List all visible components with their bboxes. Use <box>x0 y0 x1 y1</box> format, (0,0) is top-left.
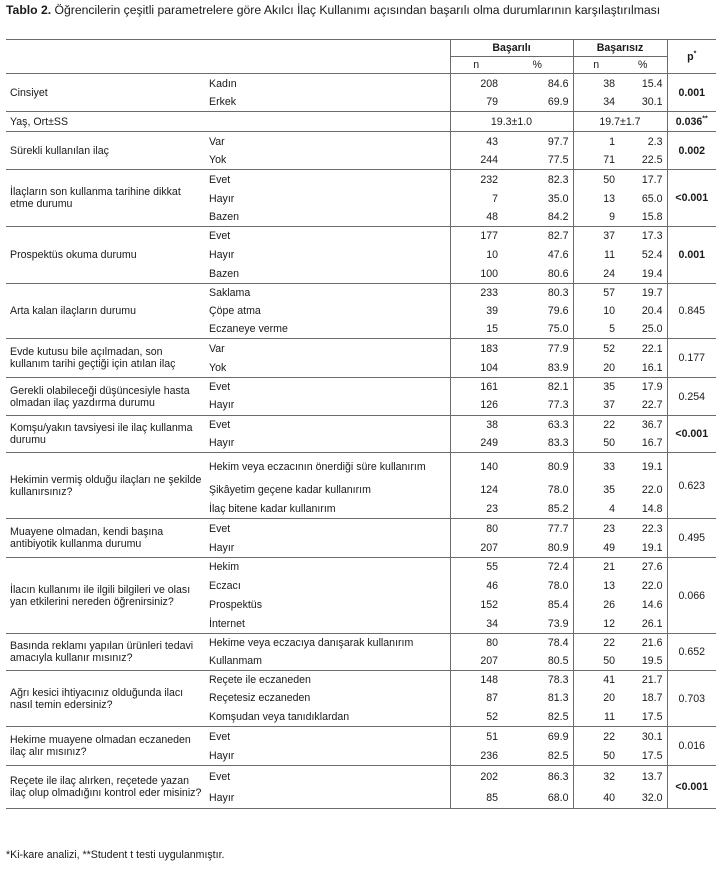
p-value: <0.001 <box>667 766 716 809</box>
header-pct-failure: % <box>638 59 648 71</box>
success-n: 80 <box>450 519 502 539</box>
success-n: 161 <box>450 378 502 396</box>
failure-pct: 30.1 <box>619 727 667 747</box>
success-n: 104 <box>450 359 502 378</box>
failure-pct: 13.7 <box>619 766 667 788</box>
failure-n: 22 <box>573 634 619 652</box>
success-pct: 79.6 <box>547 304 569 317</box>
success-n: 126 <box>450 396 502 416</box>
failure-n: 20 <box>573 689 619 708</box>
option-label: Eczacı <box>209 580 241 592</box>
failure-n: 13 <box>573 190 619 208</box>
group-label: Komşu/yakın tavsiyesi ile ilaç kullanma durumu <box>6 416 205 453</box>
success-n: 15 <box>450 320 502 339</box>
option-label: Reçetesiz eczaneden <box>209 692 311 704</box>
success-pct: 82.7 <box>502 227 573 246</box>
p-value: 0.703 <box>667 671 716 727</box>
header-failure: Başarısız <box>573 40 667 57</box>
option-label: Var <box>205 132 450 152</box>
success-n: 39 <box>450 302 502 320</box>
option-label: Evet <box>205 227 450 246</box>
failure-pct: 16.7 <box>641 436 663 449</box>
failure-pct: 14.8 <box>641 502 663 515</box>
p-value: 0.066 <box>667 558 716 634</box>
success-n: 51 <box>450 727 502 747</box>
table-row <box>6 227 716 246</box>
group-label: İlaçların son kullanma tarihine dikkat etme durumu <box>6 170 205 227</box>
success-n: 249 <box>450 434 502 453</box>
option-label: Evet <box>205 416 450 434</box>
group-row <box>6 112 716 132</box>
failure-n: 1 <box>573 132 619 152</box>
success-pct: 80.5 <box>547 654 569 667</box>
p-value: <0.001 <box>667 170 716 227</box>
failure-pct: 19.1 <box>641 541 663 554</box>
option-label: Evet <box>205 727 450 747</box>
p-value: 0.495 <box>667 519 716 558</box>
success-pct: 82.5 <box>547 749 569 762</box>
failure-pct: 17.9 <box>619 378 667 396</box>
failure-n: 22 <box>573 727 619 747</box>
failure-pct: 15.4 <box>619 74 667 94</box>
option-label: Evet <box>205 378 450 396</box>
failure-pct: 22.0 <box>641 580 663 592</box>
failure-pct: 26.1 <box>641 617 663 630</box>
group-label: Evde kutusu bile açılmadan, son kullanım tarihi geçtiği için atılan ilaç <box>6 339 205 378</box>
option-label: Hayır <box>209 192 235 205</box>
failure-pct: 17.7 <box>619 170 667 190</box>
header-pct-success: % <box>532 59 542 71</box>
success-n: 124 <box>450 481 502 500</box>
option-label: Prospektüs <box>209 599 262 611</box>
option-label: Hayır <box>209 436 235 449</box>
success-pct: 84.2 <box>547 210 569 223</box>
option-label: Yok <box>209 361 227 374</box>
table-row <box>6 132 716 152</box>
failure-n: 11 <box>573 708 619 727</box>
failure-pct: 19.4 <box>641 267 663 280</box>
group-label: Muayene olmadan, kendi başına antibiyotik kullanma durumu <box>6 519 205 558</box>
option-label: Kadın <box>205 74 450 94</box>
failure-mean: 19.7±1.7 <box>573 112 667 132</box>
failure-n: 57 <box>573 284 619 302</box>
option-label: Hekim <box>205 558 450 577</box>
failure-pct: 22.7 <box>641 399 663 412</box>
failure-n: 37 <box>573 396 619 416</box>
table-row <box>6 766 716 788</box>
success-pct: 77.3 <box>547 399 569 412</box>
group-label: Reçete ile ilaç alırken, reçetede yazan ilaç olup olmadığını kontrol eder misiniz? <box>6 766 205 809</box>
failure-pct: 32.0 <box>619 788 667 809</box>
failure-n: 23 <box>573 519 619 539</box>
success-n: 23 <box>450 500 502 519</box>
success-pct: 77.9 <box>502 339 573 359</box>
failure-pct: 15.8 <box>641 210 663 223</box>
success-pct: 85.4 <box>547 599 569 611</box>
failure-n: 4 <box>573 500 619 519</box>
failure-n: 49 <box>573 539 619 558</box>
failure-n: 50 <box>573 170 619 190</box>
success-n: 207 <box>450 652 502 671</box>
success-n: 244 <box>450 152 502 170</box>
header-p: p* <box>667 40 716 74</box>
option-label: İnternet <box>209 617 245 630</box>
failure-n: 9 <box>573 208 619 227</box>
success-n: 38 <box>450 416 502 434</box>
success-pct: 83.3 <box>547 436 569 449</box>
success-pct: 86.3 <box>502 766 573 788</box>
failure-pct: 52.4 <box>641 249 663 261</box>
p-value: 0.001 <box>667 227 716 284</box>
option-label: Var <box>205 339 450 359</box>
group-label: Gerekli olabileceği düşüncesiyle hasta olmadan ilaç yazdırma durumu <box>6 378 205 416</box>
option-label: Komşudan veya tanıdıklardan <box>209 710 350 723</box>
failure-n: 35 <box>573 481 619 500</box>
success-pct: 63.3 <box>502 416 573 434</box>
success-n: 46 <box>450 577 502 596</box>
success-pct: 80.6 <box>547 267 569 280</box>
header-success: Başarılı <box>450 40 573 57</box>
success-n: 55 <box>450 558 502 577</box>
failure-pct: 16.1 <box>641 361 663 374</box>
failure-pct: 65.0 <box>641 192 663 205</box>
failure-n: 52 <box>573 339 619 359</box>
option-label: Bazen <box>209 267 240 280</box>
success-n: 52 <box>450 708 502 727</box>
table-row <box>6 727 716 747</box>
success-pct: 80.3 <box>502 284 573 302</box>
failure-pct: 17.5 <box>641 710 663 723</box>
table-body <box>6 40 716 809</box>
group-label: Hekimin vermiş olduğu ilaçları ne şekilde kullanırsınız? <box>6 453 205 519</box>
failure-pct: 22.3 <box>619 519 667 539</box>
success-n: 232 <box>450 170 502 190</box>
success-pct: 68.0 <box>502 788 573 809</box>
success-pct: 80.9 <box>547 541 569 554</box>
option-label: Şikâyetim geçene kadar kullanırım <box>209 484 371 496</box>
table-row <box>6 519 716 539</box>
success-pct: 77.7 <box>502 519 573 539</box>
failure-n: 24 <box>573 265 619 284</box>
success-pct: 81.3 <box>547 692 569 704</box>
p-value: 0.001 <box>667 74 716 112</box>
failure-n: 34 <box>573 94 619 112</box>
success-pct: 82.1 <box>502 378 573 396</box>
success-n: 140 <box>450 453 502 481</box>
success-n: 87 <box>450 689 502 708</box>
failure-n: 35 <box>573 378 619 396</box>
p-value: 0.254 <box>667 378 716 416</box>
p-value: 0.016 <box>667 727 716 766</box>
success-n: 207 <box>450 539 502 558</box>
option-label: Hayır <box>209 249 235 261</box>
option-label: Yok <box>209 154 227 167</box>
failure-n: 37 <box>573 227 619 246</box>
group-label: Yaş, Ort±SS <box>6 112 450 132</box>
table-row <box>6 671 716 689</box>
success-n: 100 <box>450 265 502 284</box>
option-label: Hekim veya eczacının önerdiği süre kullanırım <box>205 453 450 481</box>
success-pct: 82.5 <box>547 710 569 723</box>
failure-n: 20 <box>573 359 619 378</box>
success-pct: 84.6 <box>502 74 573 94</box>
success-n: 85 <box>450 788 502 809</box>
success-n: 233 <box>450 284 502 302</box>
failure-n: 33 <box>573 453 619 481</box>
table-row <box>6 416 716 434</box>
option-label: Hayır <box>205 788 450 809</box>
option-label: Evet <box>205 170 450 190</box>
success-n: 236 <box>450 747 502 766</box>
failure-n: 50 <box>573 652 619 671</box>
failure-n: 71 <box>573 152 619 170</box>
table-row <box>6 339 716 359</box>
p-value: <0.001 <box>667 416 716 453</box>
option-label: Saklama <box>205 284 450 302</box>
option-label: Hayır <box>209 541 235 554</box>
success-n: 177 <box>450 227 502 246</box>
success-pct: 78.0 <box>547 484 569 496</box>
option-label: İlaç bitene kadar kullanırım <box>209 502 336 515</box>
p-value-text: 0.036 <box>675 115 703 128</box>
success-n: 183 <box>450 339 502 359</box>
success-n: 10 <box>450 246 502 265</box>
table-row <box>6 378 716 396</box>
success-pct: 47.6 <box>547 249 569 261</box>
option-label: Çöpe atma <box>209 304 261 317</box>
failure-n: 10 <box>573 302 619 320</box>
option-label: Hekime veya eczacıya danışarak kullanırım <box>205 634 450 652</box>
table-row <box>6 74 716 94</box>
success-n: 208 <box>450 74 502 94</box>
success-pct: 82.3 <box>502 170 573 190</box>
failure-n: 50 <box>573 434 619 453</box>
failure-n: 50 <box>573 747 619 766</box>
header-row-2 <box>6 57 716 74</box>
group-label: İlacın kullanımı ile ilgili bilgileri ve olası yan etkilerini nereden öğrenirsiniz? <box>6 558 205 634</box>
group-label: Ağrı kesici ihtiyacınız olduğunda ilacı nasıl temin edersiniz? <box>6 671 205 727</box>
failure-n: 5 <box>573 320 619 339</box>
success-n: 202 <box>450 766 502 788</box>
success-pct: 85.2 <box>547 502 569 515</box>
failure-pct: 22.1 <box>619 339 667 359</box>
success-pct: 80.9 <box>502 453 573 481</box>
failure-n: 26 <box>573 596 619 615</box>
table-row <box>6 453 716 481</box>
success-mean: 19.3±1.0 <box>450 112 573 132</box>
failure-pct: 17.3 <box>619 227 667 246</box>
success-pct: 78.4 <box>502 634 573 652</box>
failure-pct: 20.4 <box>641 304 663 317</box>
failure-pct: 14.6 <box>641 599 663 611</box>
p-value: 0.002 <box>667 132 716 170</box>
group-label: Cinsiyet <box>6 74 205 112</box>
failure-pct: 19.7 <box>619 284 667 302</box>
failure-pct: 21.6 <box>619 634 667 652</box>
option-label: Kullanmam <box>209 654 262 667</box>
success-n: 43 <box>450 132 502 152</box>
option-label: Erkek <box>209 96 237 109</box>
failure-pct: 19.5 <box>641 654 663 667</box>
option-label: Eczaneye verme <box>209 322 288 335</box>
success-n: 79 <box>450 94 502 112</box>
table-row <box>6 634 716 652</box>
table-row <box>6 170 716 190</box>
option-label: Bazen <box>209 210 240 223</box>
failure-n: 41 <box>573 671 619 689</box>
success-pct: 77.5 <box>547 154 569 167</box>
option-label: Hayır <box>209 749 235 762</box>
success-pct: 97.7 <box>502 132 573 152</box>
success-n: 80 <box>450 634 502 652</box>
failure-pct: 2.3 <box>619 132 667 152</box>
failure-n: 13 <box>573 577 619 596</box>
footnote: *Ki-kare analizi, **Student t testi uygulanmıştır. <box>6 849 225 861</box>
p-value: 0.652 <box>667 634 716 671</box>
header-n-failure: n <box>573 57 619 74</box>
success-pct: 69.9 <box>502 727 573 747</box>
option-label: Reçete ile eczaneden <box>205 671 450 689</box>
results-table <box>6 39 716 809</box>
p-value: 0.845 <box>667 284 716 339</box>
failure-pct: 19.1 <box>619 453 667 481</box>
option-label: Evet <box>205 766 450 788</box>
group-label: Prospektüs okuma durumu <box>6 227 205 284</box>
failure-pct: 21.7 <box>619 671 667 689</box>
success-pct: 78.3 <box>502 671 573 689</box>
failure-n: 38 <box>573 74 619 94</box>
failure-n: 11 <box>573 246 619 265</box>
failure-pct: 30.1 <box>641 96 663 109</box>
failure-pct: 36.7 <box>619 416 667 434</box>
failure-n: 12 <box>573 615 619 634</box>
header-n-success: n <box>450 57 502 74</box>
p-value: 0.623 <box>667 453 716 519</box>
success-n: 7 <box>450 190 502 208</box>
table-row <box>6 284 716 302</box>
success-pct: 73.9 <box>547 617 569 630</box>
success-pct: 69.9 <box>547 96 569 109</box>
caption-text: Öğrencilerin çeşitli parametrelere göre Akılcı İlaç Kullanımı açısından başarılı olma durumlarının karşılaştırılması <box>54 3 661 17</box>
header-row-1 <box>6 40 716 57</box>
failure-pct: 18.7 <box>641 692 663 704</box>
success-n: 34 <box>450 615 502 634</box>
caption-label: Tablo 2. <box>6 3 52 17</box>
success-n: 48 <box>450 208 502 227</box>
option-label: Evet <box>205 519 450 539</box>
failure-n: 22 <box>573 416 619 434</box>
failure-pct: 27.6 <box>619 558 667 577</box>
success-pct: 83.9 <box>547 361 569 374</box>
success-pct: 72.4 <box>502 558 573 577</box>
failure-pct: 25.0 <box>641 322 663 335</box>
success-pct: 78.0 <box>547 580 569 592</box>
success-n: 152 <box>450 596 502 615</box>
table-caption <box>6 3 716 18</box>
failure-pct: 22.5 <box>641 154 663 167</box>
option-label: Hayır <box>209 399 235 412</box>
group-label: Basında reklamı yapılan ürünleri tedavi amacıyla kullanır mısınız? <box>6 634 205 671</box>
p-value: 0.177 <box>667 339 716 378</box>
p-value: 0.036** <box>667 112 716 132</box>
failure-n: 32 <box>573 766 619 788</box>
success-pct: 75.0 <box>547 322 569 335</box>
table-row <box>6 558 716 577</box>
success-pct: 35.0 <box>547 192 569 205</box>
group-label: Hekime muayene olmadan eczaneden ilaç alır mısınız? <box>6 727 205 766</box>
failure-pct: 22.0 <box>641 484 663 496</box>
failure-n: 21 <box>573 558 619 577</box>
failure-n: 40 <box>573 788 619 809</box>
group-label: Sürekli kullanılan ilaç <box>6 132 205 170</box>
group-label: Arta kalan ilaçların durumu <box>6 284 205 339</box>
failure-pct: 17.5 <box>641 749 663 762</box>
success-n: 148 <box>450 671 502 689</box>
